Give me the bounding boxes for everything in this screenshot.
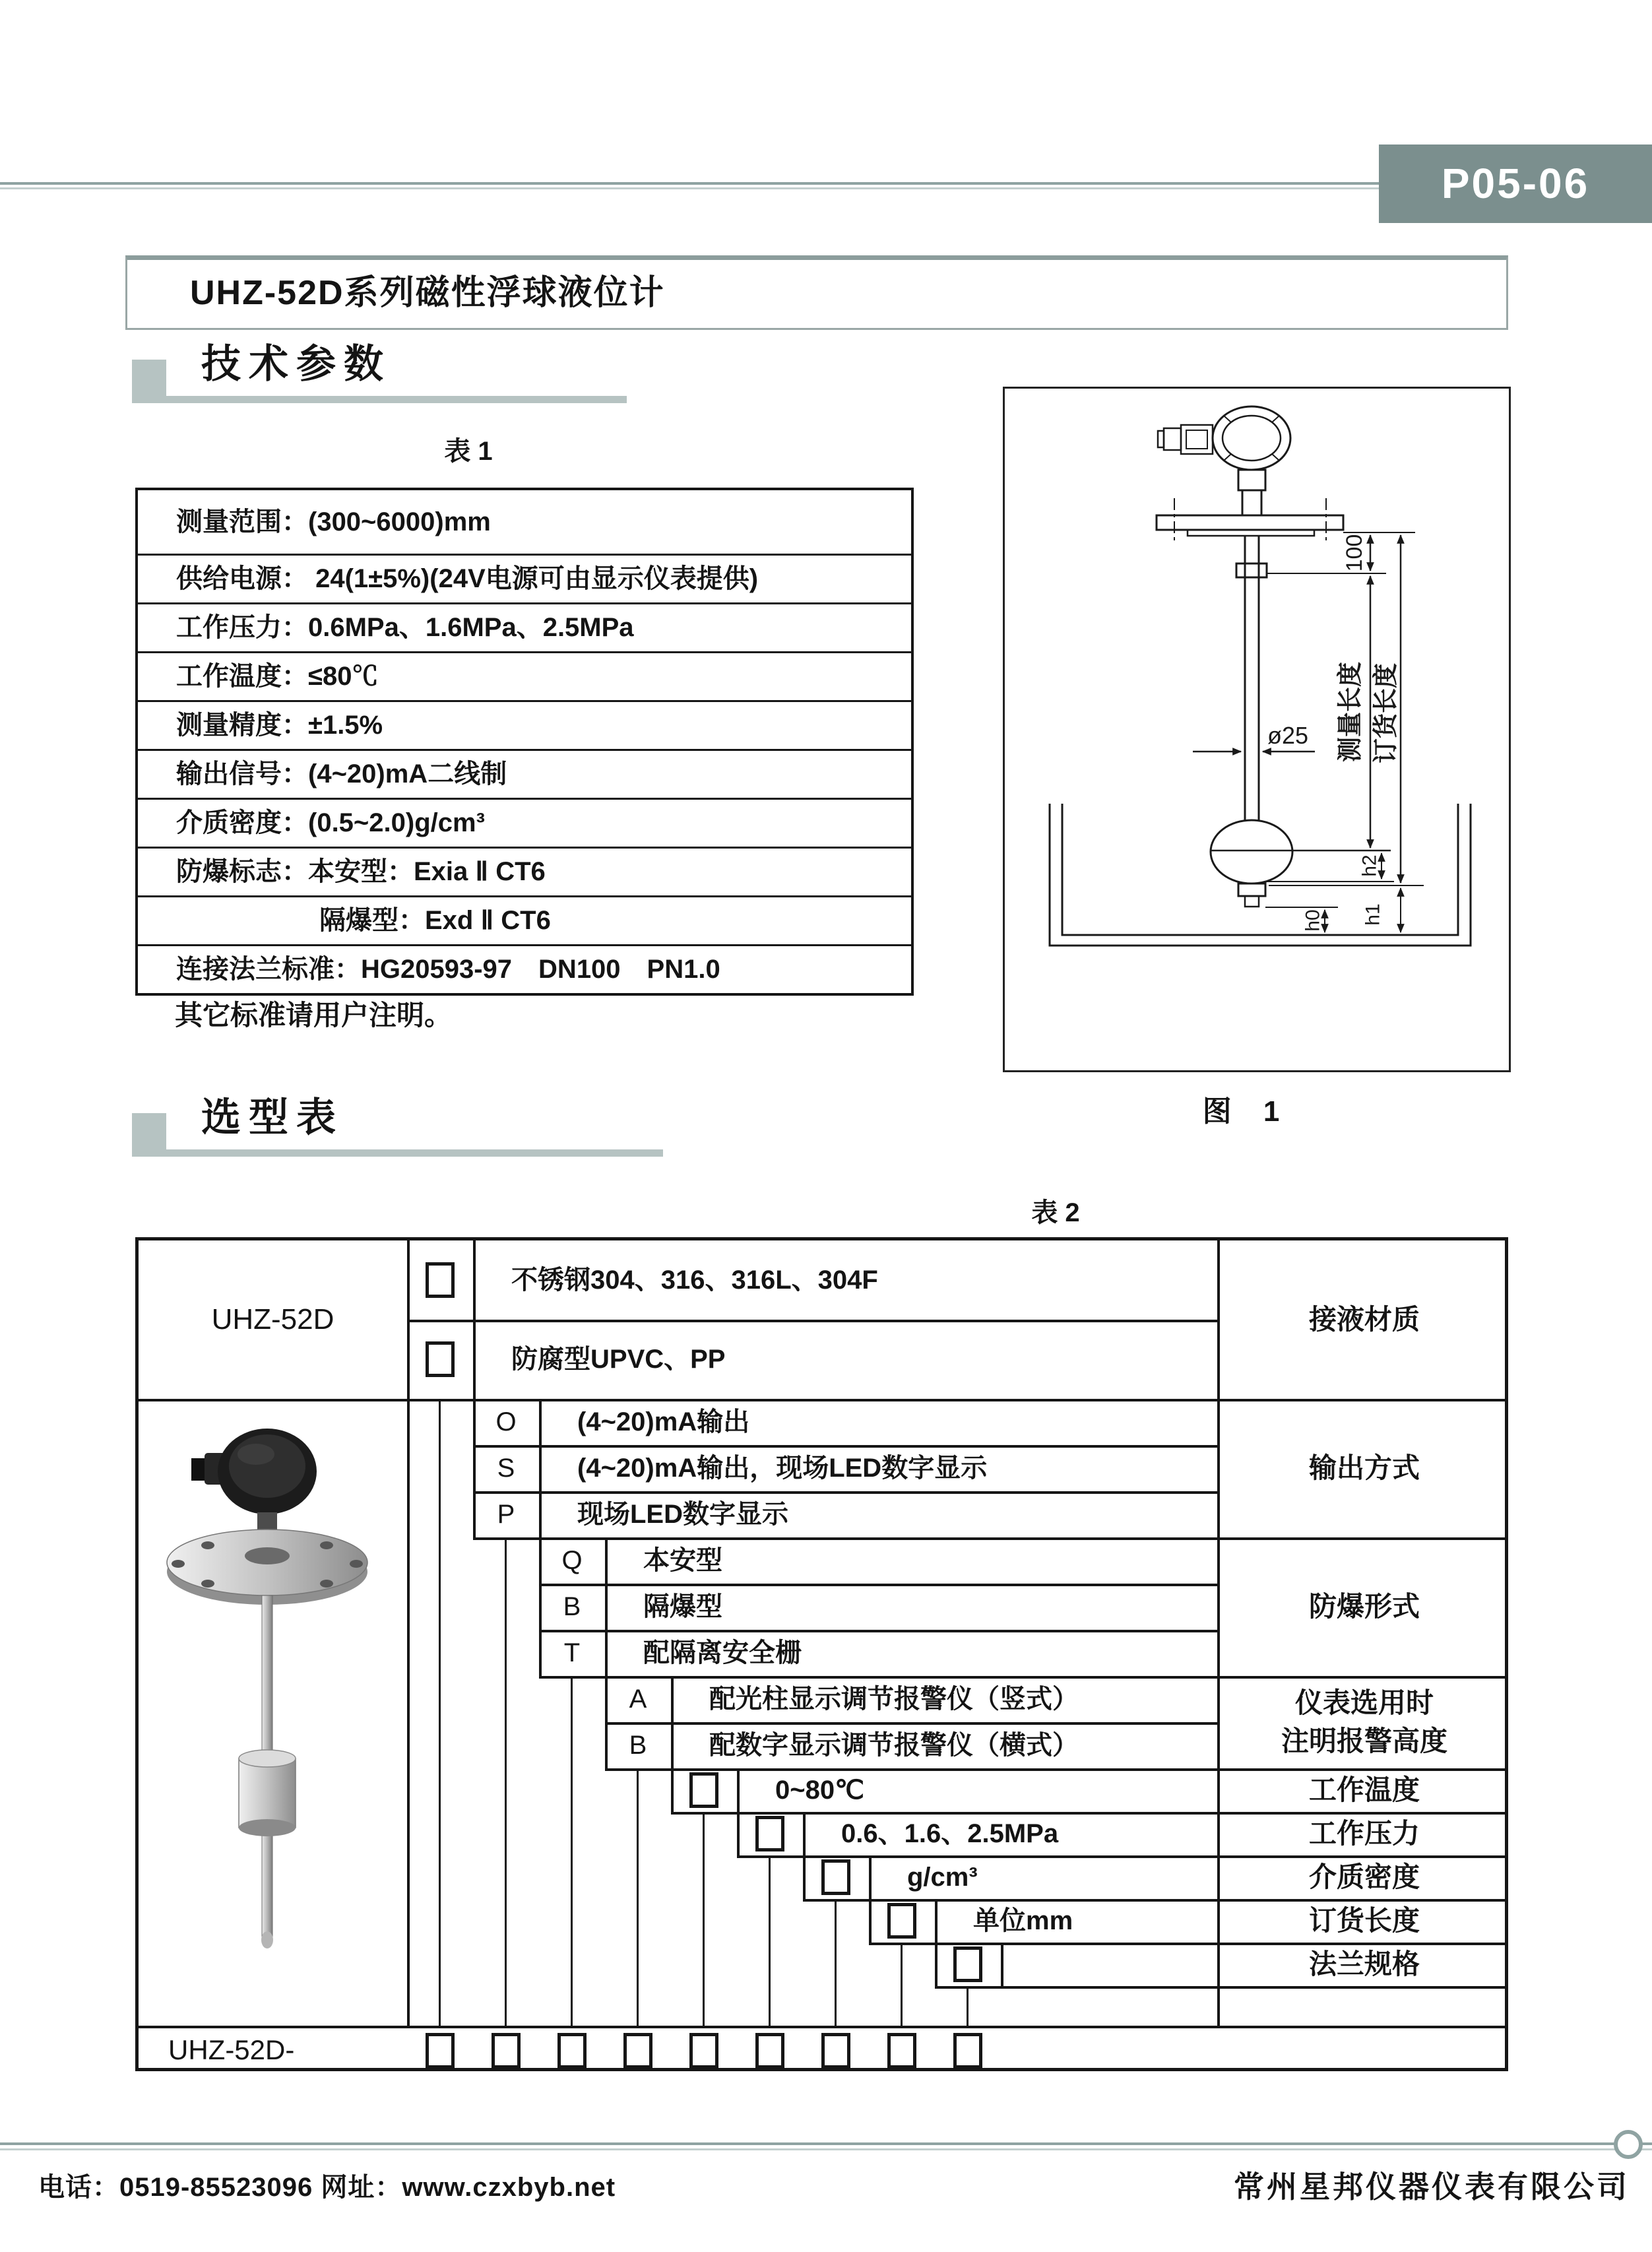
order-checkbox [557, 2033, 587, 2069]
option-code: O [495, 1407, 517, 1436]
spec-row: 工作温度：≤80℃ [138, 651, 911, 700]
dimension-label-diameter: ø25 [1267, 722, 1309, 749]
spec-row: 隔爆型：Exd Ⅱ CT6 [138, 895, 911, 944]
product-title: UHZ-52D系列磁性浮球液位计 [190, 274, 665, 312]
spec-row: 介质密度：(0.5~2.0)g/cm³ [138, 798, 911, 847]
option-text: g/cm³ [907, 1863, 978, 1892]
code-stem [835, 1899, 837, 2026]
code-stem [439, 1399, 441, 2026]
grid-line [539, 1630, 1217, 1632]
product-title-box [125, 255, 1508, 330]
model-cell: UHZ-52D [211, 1303, 334, 1335]
order-checkbox [953, 2033, 982, 2069]
density-checkbox [821, 1859, 850, 1895]
spec-row: 防爆标志：本安型：Exia Ⅱ CT6 [138, 847, 911, 895]
dimension-label-order-length: 订货长度 [1372, 662, 1400, 764]
option-text: 不锈钢304、316、316L、304F [511, 1266, 878, 1295]
footer-contact: 电话：0519-85523096 网址：www.czxbyb.net [38, 2173, 616, 2202]
dimension-label-h2: h2 [1358, 854, 1381, 877]
spec-row: 测量范围：(300~6000)mm [176, 507, 491, 536]
option-code: Q [561, 1546, 583, 1575]
grid-line [671, 1676, 674, 1812]
option-text: 防腐型UPVC、PP [511, 1345, 726, 1374]
spec-label-temperature: 工作温度 [1308, 1774, 1420, 1805]
footer-rule-light [0, 2148, 1652, 2150]
figure-caption: 图 1 [1202, 1095, 1292, 1128]
section-heading-tech: 技术参数 [201, 342, 391, 386]
spec-row: 供给电源： 24(1±5%)(24V电源可由显示仪表提供) [138, 554, 911, 602]
footer-company: 常州星邦仪器仪表有限公司 [1234, 2170, 1630, 2204]
option-text: 配数字显示调节报警仪（横式） [709, 1731, 1079, 1760]
spec-label-length: 订货长度 [1308, 1905, 1420, 1936]
dimension-label-100: 100 [1342, 534, 1367, 572]
option-text: 0~80℃ [775, 1776, 865, 1805]
code-stem [505, 1537, 507, 2026]
option-text: 隔爆型 [643, 1592, 722, 1621]
code-stem [901, 1943, 903, 2026]
top-rule-light [0, 187, 1379, 189]
figure-drawing [1005, 389, 1509, 1070]
dimension-label-h1: h1 [1362, 903, 1384, 926]
option-code: B [629, 1731, 647, 1760]
spec-row: 测量精度：±1.5% [138, 700, 911, 749]
spec-label-density: 介质密度 [1308, 1861, 1420, 1892]
order-checkbox [492, 2033, 521, 2069]
grid-line [803, 1812, 806, 1899]
table2-caption: 表 2 [1031, 1198, 1080, 1227]
option-code: B [563, 1592, 581, 1621]
option-code: P [497, 1500, 515, 1529]
grid-line [407, 1240, 410, 2026]
grid-line [935, 1986, 1505, 1989]
grid-line [737, 1768, 740, 1855]
temperature-checkbox [689, 1772, 718, 1808]
photo-cable-gland [191, 1458, 206, 1481]
order-checkbox [821, 2033, 850, 2069]
option-text: 现场LED数字显示 [577, 1500, 788, 1529]
option-text: (4~20)mA输出 [577, 1407, 750, 1436]
length-checkbox [887, 1903, 916, 1939]
photo-float [239, 1758, 296, 1828]
figure-box [1003, 387, 1511, 1072]
dimension-label-h0: h0 [1302, 909, 1324, 932]
flange-checkbox [953, 1946, 982, 1982]
code-stem [703, 1812, 705, 2026]
selection-heading-bullet [132, 1113, 166, 1150]
grid-line [539, 1584, 1217, 1586]
option-code: A [629, 1685, 647, 1714]
material-checkbox [426, 1262, 455, 1298]
table1-caption: 表 1 [444, 437, 493, 466]
code-stem [571, 1676, 573, 2026]
selection-heading-underline [132, 1149, 663, 1157]
footer-rule [0, 2142, 1652, 2145]
grid-line [869, 1855, 872, 1943]
spec-row: 工作压力：0.6MPa、1.6MPa、2.5MPa [138, 602, 911, 651]
option-text: (4~20)mA输出，现场LED数字显示 [577, 1454, 988, 1483]
spec-label-exproof: 防爆形式 [1308, 1591, 1420, 1622]
order-code-prefix: UHZ-52D- [168, 2034, 295, 2065]
spec-label-material: 接液材质 [1308, 1304, 1420, 1335]
spec-row: 输出信号：(4~20)mA二线制 [138, 749, 911, 798]
spec-label-output: 输出方式 [1308, 1452, 1420, 1483]
option-text: 单位mm [973, 1906, 1073, 1935]
spec-table [135, 488, 914, 996]
option-code: S [497, 1454, 515, 1483]
material-checkbox [426, 1341, 455, 1377]
code-stem [769, 1855, 771, 2026]
option-text: 本安型 [643, 1546, 722, 1575]
pressure-checkbox [755, 1816, 784, 1851]
order-checkbox [426, 2033, 455, 2069]
option-code: T [563, 1638, 581, 1667]
dimension-label-measure-length: 测量长度 [1337, 661, 1364, 763]
option-text: 配隔离安全栅 [643, 1638, 802, 1667]
spec-label-alarm: 仪表选用时 注明报警高度 [1281, 1687, 1447, 1756]
code-stem [637, 1768, 639, 2026]
product-photo [139, 1399, 407, 2026]
grid-line [1001, 1943, 1003, 1986]
spec-label-pressure: 工作压力 [1308, 1818, 1420, 1849]
option-text: 配光柱显示调节报警仪（竖式） [709, 1685, 1079, 1714]
tech-heading-bullet [132, 360, 166, 397]
footer-ring-ornament [1614, 2130, 1643, 2159]
spec-label-flange: 法兰规格 [1308, 1948, 1420, 1979]
spec-row: 连接法兰标准：HG20593-97 DN100 PN1.0 [138, 944, 911, 993]
order-checkbox [623, 2033, 652, 2069]
selection-table [135, 1237, 1508, 2071]
grid-line [139, 2026, 1505, 2028]
top-rule [0, 182, 1379, 185]
spec-note: 其它标准请用户注明。 [175, 1000, 453, 1031]
section-heading-selection: 选型表 [201, 1095, 344, 1140]
tech-heading-underline [132, 396, 627, 403]
order-checkbox [755, 2033, 784, 2069]
page-badge: P05-06 [1379, 145, 1652, 223]
grid-line [935, 1899, 937, 1986]
option-text: 0.6、1.6、2.5MPa [841, 1819, 1059, 1848]
order-checkbox [887, 2033, 916, 2069]
code-stem [967, 1986, 969, 2026]
order-checkbox [689, 2033, 718, 2069]
